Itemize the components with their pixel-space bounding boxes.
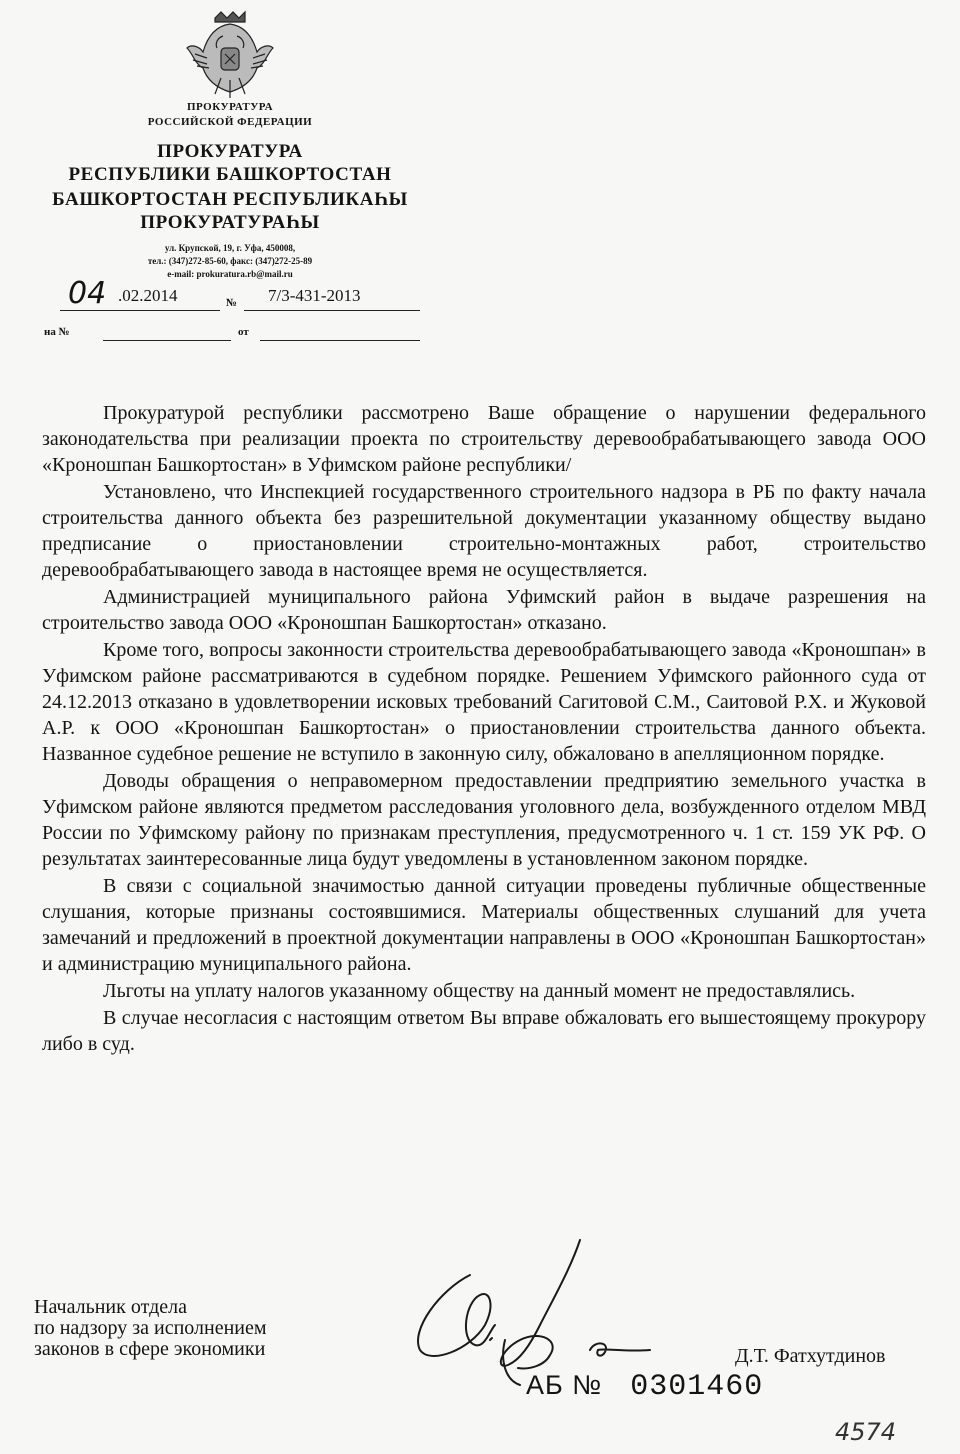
org-name-federal-1: ПРОКУРАТУРА [186, 101, 274, 113]
date-printed: .02.2014 [118, 286, 178, 305]
handwritten-registration-mark: 4574 [835, 1418, 897, 1446]
org-name-regional-2: РЕСПУБЛИКИ БАШКОРТОСТАН [68, 164, 392, 185]
email-line: e-mail: prokuratura.rb@mail.ru [167, 269, 293, 279]
number-underline [244, 310, 420, 311]
org-name-bashkir-1: БАШКОРТОСТАН РЕСПУБЛИКАҺЫ [52, 189, 408, 210]
paragraph: В случае несогласия с настоящим ответом Вы вправе обжаловать его вышестоящему прокурору либо в суд. [42, 1007, 926, 1055]
signatory-title-line: Начальник отдела [34, 1296, 187, 1318]
paragraph: В связи с социальной значимостью данной ситуации проведены публичные общественные слушания, которые признаны состоявшимися. Материалы общественных слушаний для учета замечаний и предложений в проектной документации направлены в ООО «Кроношпан Башкортостан» и администрацию муниципального района. [42, 875, 926, 975]
from-underline [260, 340, 420, 341]
paragraph: Прокуратурой республики рассмотрено Ваше обращение о нарушении федерального законодательства при реализации проекта по строительству деревообрабатывающего завода ООО «Кроношпан Башкортостан» в Уфимском районе республики/ [42, 402, 926, 476]
from-label: от [238, 326, 249, 338]
address-line: ул. Крупской, 19, г. Уфа, 450008, [164, 243, 296, 253]
signatory-title [34, 1297, 354, 1360]
paragraph: Установлено, что Инспекцией государственного строительного надзора в РБ по факту начала строительства данного объекта без разрешительной документации указанному обществу выдано предписание о приостановлении строительно-монтажных работ, строительство деревообрабатывающего завода в настоящее время не осуществляется. [42, 481, 926, 581]
paragraph: Кроме того, вопросы законности строительства деревообрабатывающего завода «Кроношпан» в Уфимском районе рассматриваются в судебном порядке. Решением Уфимского районного суда от 24.12.2013 отказано в удовлетворении исковых требований Сагитовой С.М., Саитовой Р.Х. и Жуковой А.Р. к ООО «Кроношпан Башкортостан» о приостановлении строительства данного объекта. Названное судебное решение не вступило в законную силу, обжаловано в апелляционном порядке. [42, 639, 926, 765]
phone-line: тел.: (347)272-85-60, факс: (347)272-25-89 [147, 256, 313, 266]
reference-label: на № [44, 326, 70, 338]
handwritten-signature [400, 1230, 660, 1390]
paragraph: Доводы обращения о неправомерном предоставлении предприятию земельного участка в Уфимском районе являются предметом расследования уголовного дела, возбужденного отделом МВД России по Уфимскому району по признакам преступления, предусмотренного ч. 1 ст. 159 УК РФ. О результатах заинтересованные лица будут уведомлены в установленном законом порядке. [42, 770, 926, 870]
reference-underline [103, 340, 231, 341]
coat-of-arms-icon [185, 8, 275, 100]
paragraph: Льготы на уплату налогов указанному обществу на данный момент не предоставлялись. [103, 980, 856, 1002]
form-serial-stamp [526, 1370, 763, 1404]
outgoing-number: 7/3-431-2013 [268, 286, 361, 305]
form-series: АБ № [526, 1370, 603, 1400]
org-name-regional-1: ПРОКУРАТУРА [157, 141, 303, 162]
date-underline [60, 310, 220, 311]
form-number: 0301460 [630, 1370, 764, 1404]
number-label: № [226, 297, 238, 309]
signatory-title-line: законов в сфере экономики [34, 1338, 266, 1360]
org-name-bashkir-2: ПРОКУРАТУРАҺЫ [140, 212, 320, 233]
letter-body [42, 400, 926, 1058]
date-handwritten: 04 [68, 276, 107, 311]
signatory-title-line: по надзору за исполнением [34, 1317, 267, 1339]
org-name-federal-2: РОССИЙСКОЙ ФЕДЕРАЦИИ [147, 116, 313, 128]
paragraph: Администрацией муниципального района Уфимский район в выдаче разрешения на строительство завода ООО «Кроношпан Башкортостан» отказано. [42, 586, 926, 634]
signatory-name: Д.Т. Фатхутдинов [735, 1345, 886, 1367]
